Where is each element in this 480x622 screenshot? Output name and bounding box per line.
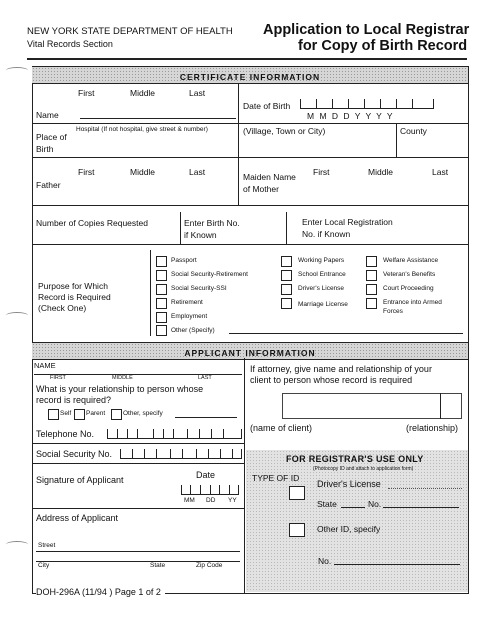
divider xyxy=(244,358,245,594)
purpose-drivers-license-label: Driver's License xyxy=(298,285,345,292)
purpose-drivers-license-checkbox[interactable] xyxy=(281,284,292,295)
registrar-subtitle: (Photocopy ID and attach to application form) xyxy=(313,466,414,472)
divider xyxy=(180,212,181,244)
applicant-information-header xyxy=(32,342,468,360)
father-middle-label: Middle xyxy=(130,167,156,177)
registrar-no-label: No. xyxy=(368,499,382,509)
attorney-client-input[interactable] xyxy=(282,393,462,419)
divider xyxy=(32,123,468,124)
divider xyxy=(32,443,244,444)
purpose-ss-ssi-label: Social Security-SSI xyxy=(171,285,227,292)
purpose-marriage-checkbox[interactable] xyxy=(281,298,292,309)
applicant-middle-label: MIDDLE xyxy=(112,375,133,381)
id-other-checkbox[interactable] xyxy=(289,523,305,537)
ssn-input[interactable] xyxy=(120,448,242,459)
purpose-other-label: Other (Specify) xyxy=(171,327,215,334)
purpose-veterans-label: Veteran's Benefits xyxy=(383,271,436,278)
registrar-no-input[interactable] xyxy=(383,507,459,508)
purpose-ss-retirement-label: Social Security-Retirement xyxy=(171,271,248,278)
drivers-license-line[interactable] xyxy=(388,488,462,489)
cert-last-label: Last xyxy=(189,88,206,98)
purpose-working-papers-label: Working Papers xyxy=(298,257,345,264)
purpose-school-checkbox[interactable] xyxy=(281,270,292,281)
father-first-label: First xyxy=(78,167,95,177)
registrar-no2-label: No. xyxy=(318,556,332,566)
form-footer-id: DOH-296A (11/94 ) Page 1 of 2 xyxy=(36,588,165,597)
client-name-label: (name of client) xyxy=(250,423,313,433)
registrar-state-label: State xyxy=(317,499,337,509)
punch-hole-bottom xyxy=(6,541,28,548)
dob-label: Date of Birth xyxy=(243,101,291,111)
applicant-band-label: APPLICANT INFORMATION xyxy=(184,348,316,358)
id-drivers-license-checkbox[interactable] xyxy=(289,486,305,500)
relationship-other-checkbox[interactable] xyxy=(111,409,122,420)
header-rule xyxy=(27,58,467,60)
purpose-label: Purpose for Which xyxy=(38,281,108,291)
divider xyxy=(440,393,441,419)
purpose-armed-forces-label: Entrance into Armed xyxy=(383,299,442,306)
divider xyxy=(150,250,151,336)
cert-first-label: First xyxy=(78,88,95,98)
registrar-title: FOR REGISTRAR'S USE ONLY xyxy=(286,454,424,464)
date-yy-label: YY xyxy=(228,497,237,504)
purpose-label-3: (Check One) xyxy=(38,303,87,313)
purpose-welfare-checkbox[interactable] xyxy=(366,256,377,267)
purpose-retirement-checkbox[interactable] xyxy=(156,298,167,309)
form-title-line1: Application to Local Registrar xyxy=(263,22,470,38)
village-label: (Village, Town or City) xyxy=(243,126,326,136)
relationship-question: What is your relationship to person whose xyxy=(36,384,204,394)
cert-middle-label: Middle xyxy=(130,88,156,98)
purpose-working-papers-checkbox[interactable] xyxy=(281,256,292,267)
of-mother-label: of Mother xyxy=(243,184,279,194)
state-label: State xyxy=(150,562,166,569)
dob-input[interactable] xyxy=(300,98,434,109)
mother-first-label: First xyxy=(313,167,330,177)
dob-format-hint: M M D D Y Y Y Y xyxy=(307,111,395,121)
purpose-court-label: Court Proceeding xyxy=(383,285,434,292)
purpose-employment-label: Employment xyxy=(171,313,208,320)
cert-name-input[interactable] xyxy=(80,118,236,119)
zip-label: Zip Code xyxy=(196,562,223,569)
birth-no-hint: if Known xyxy=(184,230,217,240)
address-label: Address of Applicant xyxy=(36,513,119,523)
attorney-instruction-2: client to person whose record is required xyxy=(250,375,413,385)
purpose-armed-forces-checkbox[interactable] xyxy=(366,298,377,309)
divider xyxy=(238,83,239,123)
purpose-ss-retirement-checkbox[interactable] xyxy=(156,270,167,281)
father-last-label: Last xyxy=(189,167,206,177)
attorney-instruction: If attorney, give name and relationship of your xyxy=(250,364,432,374)
copies-label: Number of Copies Requested xyxy=(36,218,148,228)
date-dd-label: DD xyxy=(206,497,216,504)
punch-hole-middle xyxy=(6,312,28,319)
form-right-border xyxy=(468,66,469,594)
relationship-other-label: Other, specify xyxy=(123,410,163,417)
street-input[interactable] xyxy=(36,551,240,552)
relationship-parent-label: Parent xyxy=(86,410,106,417)
form-title-line2: for Copy of Birth Record xyxy=(298,38,468,54)
purpose-court-checkbox[interactable] xyxy=(366,284,377,295)
certificate-information-header xyxy=(32,66,468,84)
purpose-employment-checkbox[interactable] xyxy=(156,312,167,323)
purpose-armed-forces-label-2: Forces xyxy=(383,308,403,315)
punch-hole-top xyxy=(6,67,28,74)
divider xyxy=(32,205,468,206)
street-label: Street xyxy=(38,542,56,549)
purpose-passport-label: Passport xyxy=(171,257,197,264)
date-mm-label: MM xyxy=(184,497,195,504)
divider xyxy=(238,123,239,157)
relationship-self-label: Self xyxy=(60,410,72,417)
purpose-other-checkbox[interactable] xyxy=(156,325,167,336)
applicant-last-label: LAST xyxy=(198,375,212,381)
divider xyxy=(396,123,397,157)
signature-date-input[interactable] xyxy=(181,484,239,495)
purpose-school-label: School Entrance xyxy=(298,271,346,278)
purpose-other-input[interactable] xyxy=(229,333,463,334)
date-label: Date xyxy=(196,470,216,480)
mother-last-label: Last xyxy=(432,167,449,177)
other-id-label: Other ID, specify xyxy=(317,524,381,534)
divider xyxy=(32,508,244,509)
city-label: City xyxy=(38,562,50,569)
reg-no-label: Enter Local Registration xyxy=(302,217,393,227)
relationship-self-checkbox[interactable] xyxy=(48,409,59,420)
relationship-other-input[interactable] xyxy=(175,417,237,418)
relationship-parent-checkbox[interactable] xyxy=(74,409,85,420)
reg-no-hint: No. if Known xyxy=(302,229,351,239)
purpose-retirement-label: Retirement xyxy=(171,299,203,306)
telephone-input[interactable] xyxy=(107,428,242,439)
client-relationship-label: (relationship) xyxy=(406,423,459,433)
divider xyxy=(32,157,468,158)
registrar-state-input[interactable] xyxy=(341,507,365,508)
type-of-id-label: TYPE OF ID xyxy=(252,473,300,483)
mother-middle-label: Middle xyxy=(368,167,394,177)
registrar-no2-input[interactable] xyxy=(334,564,460,565)
relationship-question-2: record is required? xyxy=(36,395,112,405)
cert-name-label: Name xyxy=(36,110,59,120)
purpose-ss-ssi-checkbox[interactable] xyxy=(156,284,167,295)
department-name: NEW YORK STATE DEPARTMENT OF HEALTH xyxy=(27,26,233,37)
maiden-name-label: Maiden Name xyxy=(243,172,296,182)
ssn-label: Social Security No. xyxy=(36,449,113,459)
divider xyxy=(32,244,468,245)
applicant-name-label: NAME xyxy=(34,361,56,370)
telephone-label: Telephone No. xyxy=(36,429,95,439)
signature-label: Signature of Applicant xyxy=(36,475,124,485)
drivers-license-label: Driver's License xyxy=(317,479,381,489)
divider xyxy=(32,463,244,464)
form-left-border xyxy=(32,66,33,594)
hospital-hint: Hospital (If not hospital, give street & number) xyxy=(76,126,208,133)
divider xyxy=(286,212,287,244)
purpose-marriage-label: Marriage License xyxy=(298,301,348,308)
purpose-welfare-label: Welfare Assistance xyxy=(383,257,439,264)
purpose-label-2: Record is Required xyxy=(38,292,111,302)
section-name: Vital Records Section xyxy=(27,39,113,49)
purpose-passport-checkbox[interactable] xyxy=(156,256,167,267)
purpose-veterans-checkbox[interactable] xyxy=(366,270,377,281)
father-label: Father xyxy=(36,180,61,190)
certificate-band-label: CERTIFICATE INFORMATION xyxy=(179,72,321,82)
birth-no-label: Enter Birth No. xyxy=(184,218,240,228)
applicant-first-label: FIRST xyxy=(50,375,66,381)
place-of-label: Place of xyxy=(36,132,67,142)
birth-label: Birth xyxy=(36,144,54,154)
county-label: County xyxy=(400,126,427,136)
divider xyxy=(238,157,239,205)
